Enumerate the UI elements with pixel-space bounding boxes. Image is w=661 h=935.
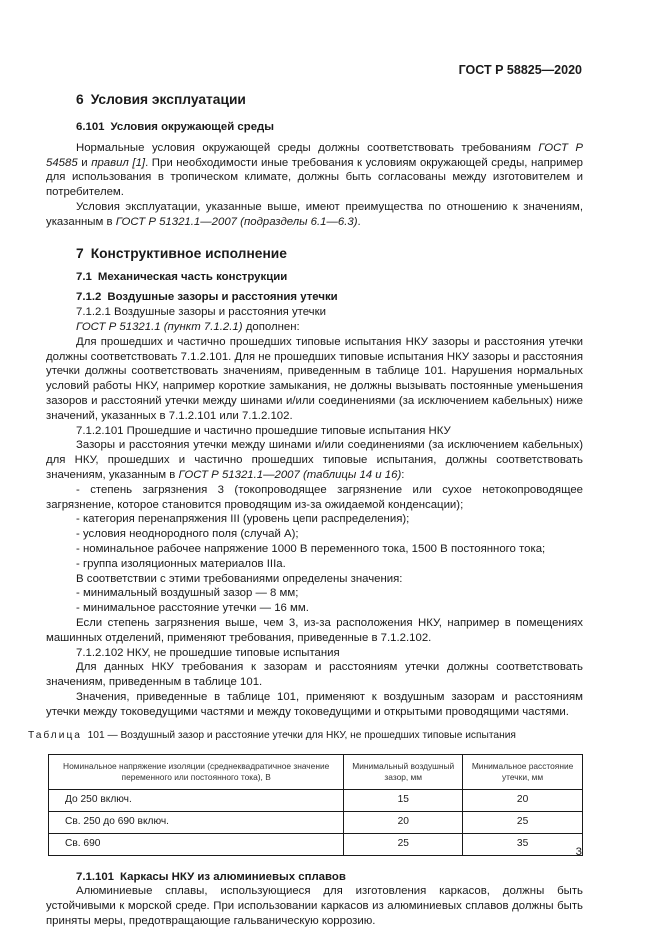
subsection-7-1-2-heading: 7.1.2 Воздушные зазоры и расстояния утечки <box>76 291 338 304</box>
list-item: - степень загрязнения 3 (токопроводящее загрязнение или сухое нетокопроводящее загрязнение, которое становится проводящим из-за ожидаемой конденсации); <box>46 483 583 511</box>
table-row <box>49 812 583 834</box>
table-row <box>49 790 583 812</box>
table-cell: Св. 250 до 690 включ. <box>49 812 344 834</box>
section-6-heading <box>76 90 583 110</box>
table-cell: 35 <box>463 833 583 855</box>
subsection-title: Условия окружающей среды <box>110 121 274 133</box>
subsection-6-101-heading <box>76 120 583 135</box>
column-header: Номинальное напряжение изоляции (среднеквадратичное значение переменного или постоянного тока), В <box>49 755 344 790</box>
page-number: 3 <box>575 846 582 858</box>
table-cell: 25 <box>344 833 463 855</box>
table-cell: 20 <box>344 812 463 834</box>
table-caption: Таблица 101 — Воздушный зазор и расстояние утечки для НКУ, не прошедших типовые испытания <box>28 730 516 742</box>
section-title: Конструктивное исполнение <box>90 245 287 261</box>
subsection-7-1-heading: 7.1 Механическая часть конструкции <box>76 270 288 283</box>
table-cell: До 250 включ. <box>49 790 344 812</box>
paragraph-operating-conditions: Условия эксплуатации, указанные выше, имеют преимущества по отношению к значениям, указанным в ГОСТ Р 51321.1—2007 (подразделы 6.1—6.3). <box>46 200 583 228</box>
paragraph-environment: Нормальные условия окружающей среды должны соответствовать требованиям ГОСТ Р 54585 и правил [1]. При необходимости иные требования к условиям окружающей среды, например для использования в тропическом климате, должны быть согласованы между изготовителем и потребителем. <box>46 141 584 199</box>
table-cell: 20 <box>463 790 583 812</box>
paragraph-table-values: Значения, приведенные в таблице 101, применяют к воздушным зазорам и расстояниям утечки между токоведущими частями и между токоведущими и открытыми проводящими частями. <box>46 690 583 718</box>
clause-7-1-2-101: 7.1.2.101 Прошедшие и частично прошедшие типовые испытания НКУ <box>76 424 451 437</box>
list-item: - минимальный воздушный зазор — 8 мм; <box>76 587 299 600</box>
table-cell: 15 <box>344 790 463 812</box>
table-header-row <box>49 755 583 790</box>
table-cell: 25 <box>463 812 583 834</box>
clause-7-1-2-102: 7.1.2.102 НКУ, не прошедшие типовые испытания <box>76 646 340 659</box>
paragraph-type-tested: Зазоры и расстояния утечки между шинами и/или соединениями (за исключением кабельных) для НКУ, прошедших и частично прошедших типовые испытания, должны соответствовать значениям, указанным в ГОСТ Р 51321.1—2007 (таблицы 14 и 16): <box>46 439 583 481</box>
list-item: - категория перенапряжения III (уровень цепи распределения); <box>76 513 410 526</box>
standard-header: ГОСТ Р 58825—2020 <box>458 63 582 77</box>
subsection-7-1-101-heading: 7.1.101 Каркасы НКУ из алюминиевых сплавов <box>76 870 346 883</box>
paragraph-aluminium: Алюминиевые сплавы, использующиеся для изготовления каркасов, должны быть устойчивыми к морской среде. При использовании каркасов из алюминиевых сплавов должны быть приняты меры, предотвращающие гальваническую коррозию. <box>46 885 583 928</box>
page-body <box>28 90 584 929</box>
subsection-number: 6.101 <box>76 121 105 133</box>
clearance-table <box>48 754 583 855</box>
table-row <box>49 833 583 855</box>
list-item: - минимальное расстояние утечки — 16 мм. <box>76 602 309 615</box>
section-title: Условия эксплуатации <box>90 92 246 107</box>
paragraph-non-tested: Для данных НКУ требования к зазорам и расстояниям утечки должны соответствовать значениям, приведенным в таблице 101. <box>46 661 583 689</box>
list-item: - условия неоднородного поля (случай А); <box>76 528 299 541</box>
paragraph-clearances: Для прошедших и частично прошедших типовые испытания НКУ зазоры и расстояния утечки должны соответствовать 7.1.2.101. Для не прошедших типовые испытания НКУ зазоры и расстояния утечки должны соответствовать значениям, приведенным в таблице 101. Нарушения нормальных условий работы НКУ, например короткие замыкания, не должны вызывать постоянные уменьшения зазоров и расстояний утечки между шинами и/или соединениями (за исключением кабельных) ниже значений, указанных в 7.1.2.101 или 7.1.2.102. <box>46 335 583 422</box>
paragraph-pollution-degree: Если степень загрязнения выше, чем 3, из-за расположения НКУ, например в помещениях машинных отделений, применяют требования, приведенные в 7.1.2.102. <box>46 616 583 644</box>
table-cell: Св. 690 <box>49 833 344 855</box>
paragraph-values-intro: В соответствии с этими требованиями определены значения: <box>76 572 403 585</box>
section-7-heading <box>76 244 583 264</box>
clause-reference: ГОСТ Р 51321.1 (пункт 7.1.2.1) дополнен: <box>76 320 300 333</box>
clause-7-1-2-1: 7.1.2.1 Воздушные зазоры и расстояния утечки <box>76 306 326 319</box>
section-number: 7 <box>76 245 84 261</box>
list-item: - номинальное рабочее напряжение 1000 В переменного тока, 1500 В постоянного тока; <box>76 542 546 555</box>
section-number: 6 <box>76 92 84 107</box>
list-item: - группа изоляционных материалов IIIа. <box>76 557 286 570</box>
column-header: Минимальный воздушный зазор, мм <box>344 755 463 790</box>
column-header: Минимальное расстояние утечки, мм <box>463 755 583 790</box>
